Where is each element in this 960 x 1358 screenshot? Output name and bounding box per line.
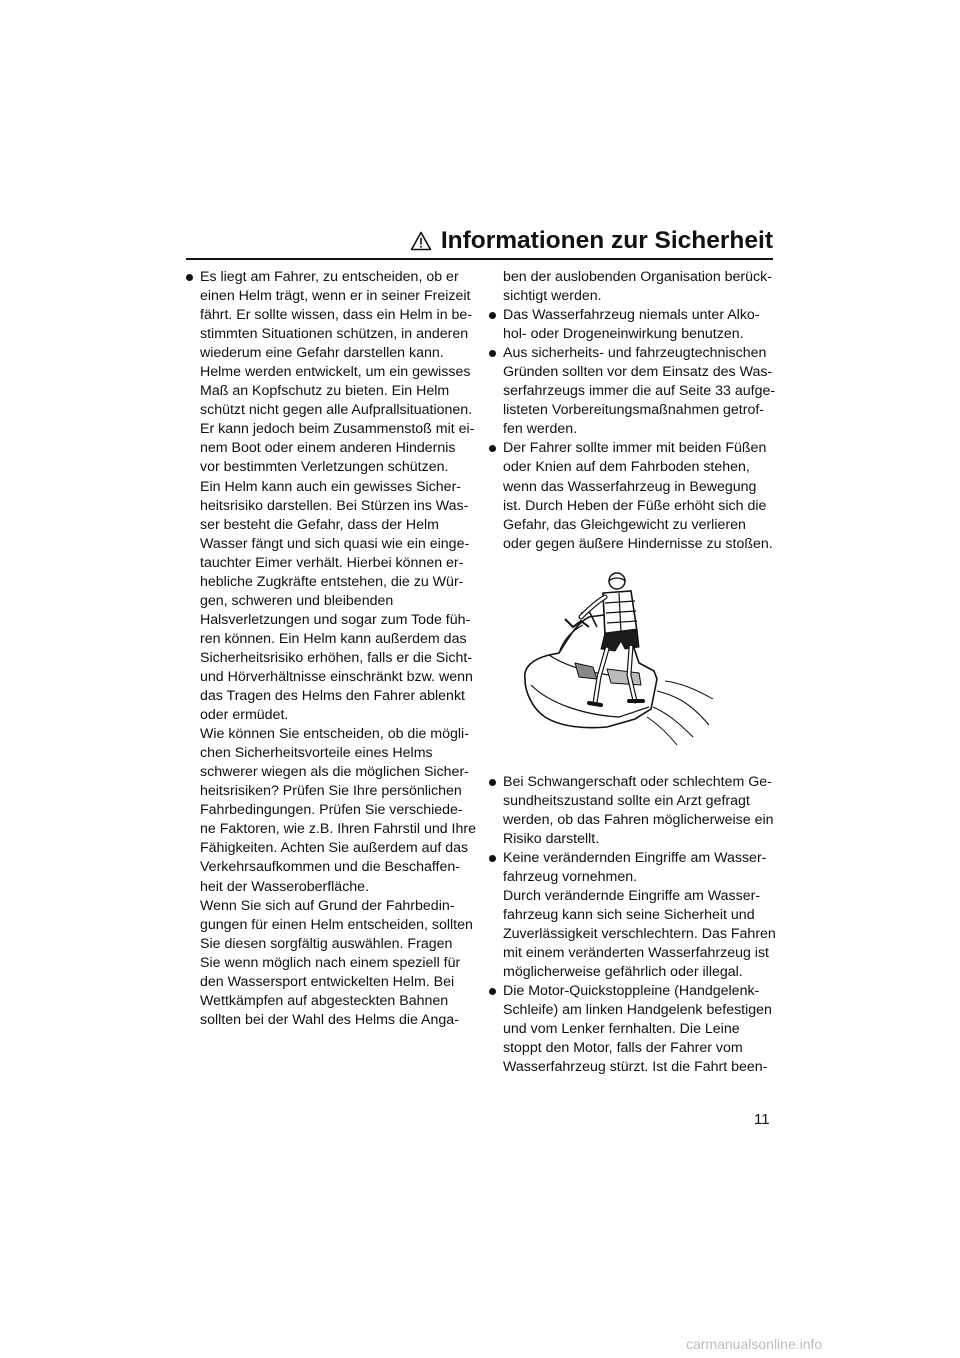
- text-line: heit der Wasseroberfläche.: [200, 878, 370, 895]
- text-line: Wasser fängt und sich quasi wie ein einge-: [200, 535, 470, 552]
- page-number: 11: [754, 1111, 770, 1128]
- text-line: fahrzeug vornehmen.: [503, 868, 638, 885]
- text-line: sundheitszustand sollte ein Arzt gefragt: [503, 792, 750, 809]
- text-line: Fahrbedingungen. Prüfen Sie verschiede-: [200, 802, 463, 819]
- warning-triangle-icon: [410, 231, 432, 251]
- bullet-dot-icon: [489, 855, 496, 862]
- text-line: chen Sicherheitsvorteile eines Helms: [200, 745, 433, 762]
- text-line: oder gegen äußere Hindernisse zu stoßen.: [503, 535, 773, 552]
- page-header: [186, 223, 773, 259]
- text-line: Fähigkeiten. Achten Sie außerdem auf das: [200, 840, 469, 857]
- text-line: serfahrzeugs immer die auf Seite 33 aufge-: [503, 383, 776, 400]
- text-line: Zuverlässigkeit verschlechtern. Das Fahren: [503, 926, 776, 943]
- bullet-text: [503, 344, 779, 439]
- text-line: oder ermüdet.: [200, 707, 289, 724]
- text-line: Er kann jedoch beim Zusammenstoß mit ei-: [200, 421, 475, 438]
- text-line: ren können. Ein Helm kann außerdem das: [200, 630, 467, 647]
- text-line: Risiko darstellt.: [503, 830, 600, 847]
- text-line: Aus sicherheits- und fahrzeugtechnischen: [503, 345, 767, 362]
- text-line: Sicherheitsrisiko erhöhen, falls er die Sicht-: [200, 649, 473, 666]
- bullet-alcohol: [489, 306, 779, 344]
- text-line: nem Boot oder einem anderen Hindernis: [200, 440, 456, 457]
- text-line: Bei Schwangerschaft oder schlechtem Ge-: [503, 773, 772, 790]
- text-line: wiederum eine Gefahr darstellen kann.: [200, 345, 444, 362]
- bullet-text: [503, 439, 779, 553]
- text-line: ist. Durch Heben der Füße erhöht sich die: [503, 497, 767, 514]
- text-line: listeten Vorbereitungsmaßnahmen getrof-: [503, 402, 765, 419]
- jet-ski-rider-illustration: [489, 567, 779, 757]
- text-line: stimmten Situationen schützen, in anderen: [200, 326, 469, 343]
- text-line: Gründen sollten vor dem Einsatz des Was-: [503, 364, 773, 381]
- text-line: Maß an Kopfschutz zu bieten. Ein Helm: [200, 383, 450, 400]
- bullet-text: [200, 268, 476, 1030]
- bullet-dot-icon: [489, 445, 496, 452]
- continuation-text: [489, 268, 779, 306]
- text-line: Helme werden entwickelt, um ein gewisses: [200, 364, 471, 381]
- text-line: und vom Lenker fernhalten. Die Leine: [503, 1021, 740, 1038]
- text-line: Sie wenn möglich nach einem speziell für: [200, 954, 461, 971]
- text-line: ne Faktoren, wie z.B. Ihren Fahrstil und Ihre: [200, 821, 476, 838]
- text-line: Ein Helm kann auch ein gewisses Sicher-: [200, 478, 462, 495]
- text-line: Das Wasserfahrzeug niemals unter Alko-: [503, 307, 760, 324]
- text-line: sollten bei der Wahl des Helms die Anga-: [200, 1011, 459, 1028]
- text-line: heitsrisiken? Prüfen Sie Ihre persönlichen: [200, 783, 462, 800]
- text-line: Es liegt am Fahrer, zu entscheiden, ob er: [200, 269, 459, 285]
- bullet-text: [503, 773, 779, 849]
- text-line: fen werden.: [503, 421, 578, 438]
- page-title: Informationen zur Sicherheit: [440, 227, 773, 254]
- text-line: Der Fahrer sollte immer mit beiden Füßen: [503, 440, 767, 457]
- bullet-preparation: [489, 344, 779, 439]
- text-line: sichtigt werden.: [503, 288, 602, 305]
- text-line: den Wassersport entwickelten Helm. Bei: [200, 973, 455, 990]
- text-line: hebliche Zugkräfte entstehen, die zu Wür-: [200, 573, 464, 590]
- bullet-feet: [489, 439, 779, 553]
- bullet-pregnancy: [489, 773, 779, 849]
- bullet-dot-icon: [489, 779, 496, 786]
- text-line: ben der auslobenden Organisation berück-: [503, 269, 772, 285]
- text-line: hol- oder Drogeneinwirkung benutzen.: [503, 326, 744, 343]
- text-line: Keine verändernden Eingriffe am Wasser-: [503, 849, 767, 866]
- text-line: gen, schweren und bleibenden: [200, 592, 394, 609]
- bullet-dot-icon: [186, 274, 193, 281]
- text-line: Schleife) am linken Handgelenk befestigen: [503, 1002, 772, 1019]
- header-rule: [186, 258, 773, 260]
- text-line: tauchter Eimer verhält. Hierbei können er-: [200, 554, 464, 571]
- text-line: Wasserfahrzeug stürzt. Ist die Fahrt been-: [503, 1059, 768, 1076]
- text-line: Wie können Sie entscheiden, ob die mögli-: [200, 726, 469, 743]
- text-line: vor bestimmten Verletzungen schützen.: [200, 459, 449, 476]
- text-line: einen Helm trägt, wenn er in seiner Freizeit: [200, 288, 471, 305]
- text-line: schützt nicht gegen alle Aufprallsituationen.: [200, 402, 473, 419]
- text-line: gungen für einen Helm entscheiden, sollten: [200, 916, 473, 933]
- text-line: werden, ob das Fahren möglicherweise ein: [503, 811, 774, 828]
- text-line: möglicherweise gefährlich oder illegal.: [503, 964, 743, 981]
- text-line: mit einem veränderten Wasserfahrzeug ist: [503, 945, 769, 962]
- text-line: fährt. Er sollte wissen, dass ein Helm in be-: [200, 307, 473, 324]
- text-line: heitsrisiko darstellen. Bei Stürzen ins Was-: [200, 497, 469, 514]
- bullet-text: [503, 849, 779, 982]
- text-line: ser besteht die Gefahr, dass der Helm: [200, 516, 439, 533]
- bullet-text: [503, 982, 779, 1077]
- text-line: stoppt den Motor, falls der Fahrer vom: [503, 1040, 743, 1057]
- bullet-helmet: [186, 268, 476, 1030]
- left-column: [186, 268, 476, 1030]
- text-line: Wenn Sie sich auf Grund der Fahrbedin-: [200, 897, 455, 914]
- bullet-lanyard: [489, 982, 779, 1077]
- bullet-modifications: [489, 849, 779, 982]
- text-line: fahrzeug kann sich seine Sicherheit und: [503, 907, 755, 924]
- bullet-dot-icon: [489, 350, 496, 357]
- right-column: [489, 268, 779, 1078]
- bullet-dot-icon: [489, 312, 496, 319]
- text-line: Halsverletzungen und sogar zum Tode füh-: [200, 611, 471, 628]
- text-line: Verkehrsaufkommen und die Beschaffen-: [200, 859, 460, 876]
- text-line: Wettkämpfen auf abgesteckten Bahnen: [200, 992, 449, 1009]
- text-line: das Tragen des Helms den Fahrer ablenkt: [200, 688, 465, 705]
- text-line: oder Knien auf dem Fahrboden stehen,: [503, 459, 750, 476]
- text-line: Sie diesen sorgfältig auswählen. Fragen: [200, 935, 453, 952]
- bullet-dot-icon: [489, 988, 496, 995]
- text-line: wenn das Wasserfahrzeug in Bewegung: [503, 478, 757, 495]
- text-line: Durch verändernde Eingriffe am Wasser-: [503, 888, 761, 905]
- text-line: und Hörverhältnisse einschränkt bzw. wenn: [200, 668, 473, 685]
- watermark: carmanualsonline.info: [686, 1336, 823, 1352]
- text-line: schwerer wiegen als die möglichen Sicher-: [200, 764, 469, 781]
- text-line: Die Motor-Quickstoppleine (Handgelenk-: [503, 983, 760, 1000]
- text-line: Gefahr, das Gleichgewicht zu verlieren: [503, 516, 746, 533]
- page-title-wrap: [410, 227, 773, 255]
- bullet-text: [503, 306, 779, 344]
